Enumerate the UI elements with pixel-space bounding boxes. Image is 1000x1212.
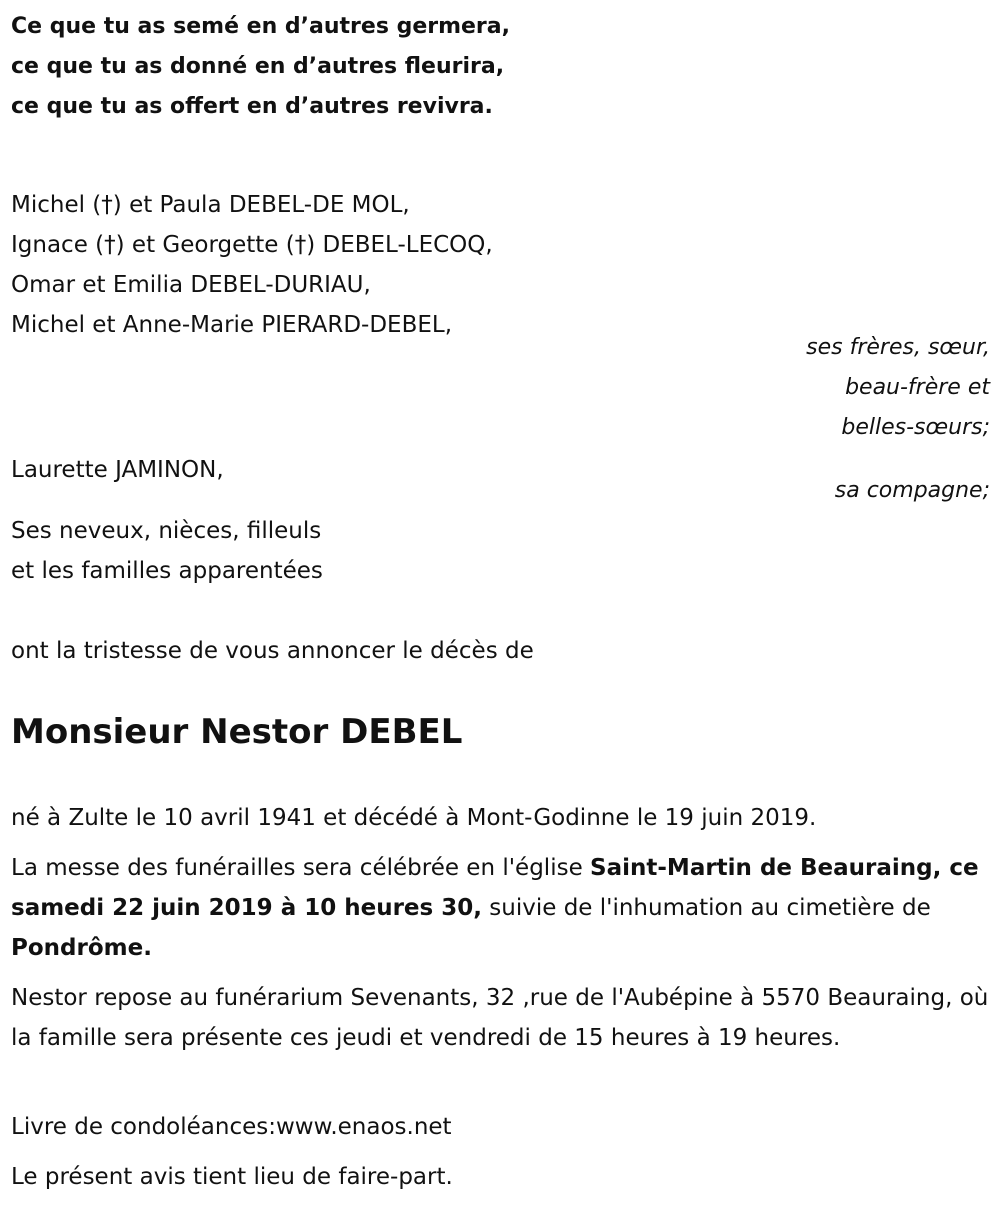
sibling-line-2: Ignace (†) et Georgette (†) DEBEL-LECOQ, [11, 232, 493, 258]
poem-line-1: Ce que tu as semé en d’autres germera, [11, 14, 510, 39]
poem-line-3: ce que tu as offert en d’autres revivra. [11, 94, 493, 119]
visitation-paragraph: Nestor repose au funérarium Sevenants, 32 ,rue de l'Aubépine à 5570 Beauraing, où la famille sera présente ces jeudi et vendredi de 15 heures à 19 heures. [11, 985, 989, 1051]
sibling-line-1: Michel (†) et Paula DEBEL-DE MOL, [11, 192, 410, 218]
notice-text: Le présent avis tient lieu de faire-part. [11, 1164, 453, 1190]
funeral-paragraph [11, 848, 996, 968]
deceased-name: Monsieur Nestor DEBEL [11, 712, 463, 752]
announcement-text: ont la tristesse de vous annoncer le décès de [11, 638, 534, 664]
funeral-middle: suivie de l'inhumation au cimetière de [481, 895, 931, 921]
siblings-relation-line-2: beau-frère et [845, 375, 990, 400]
poem-line-2: ce que tu as donné en d’autres fleurira, [11, 54, 505, 79]
others-line-2: et les familles apparentées [11, 558, 323, 584]
siblings-relation-line-1: ses frères, sœur, [806, 335, 990, 360]
sibling-line-4: Michel et Anne-Marie PIERARD-DEBEL, [11, 312, 453, 338]
partner-relation: sa compagne; [834, 478, 990, 503]
funeral-place-time: Saint-Martin de Beauraing, ce samedi 22 juin 2019 à 10 heures 30, [11, 855, 979, 921]
funeral-intro: La messe des funérailles sera célébrée en l'église [11, 855, 591, 881]
partner-name: Laurette JAMINON, [11, 457, 224, 483]
cemetery-name: Pondrôme. [11, 935, 152, 961]
siblings-relation-line-3: belles-sœurs; [841, 415, 990, 440]
birth-death-text: né à Zulte le 10 avril 1941 et décédé à Mont-Godinne le 19 juin 2019. [11, 805, 817, 831]
condolences-text: Livre de condoléances:www.enaos.net [11, 1114, 452, 1140]
sibling-line-3: Omar et Emilia DEBEL-DURIAU, [11, 272, 371, 298]
others-line-1: Ses neveux, nièces, filleuls [11, 518, 322, 544]
